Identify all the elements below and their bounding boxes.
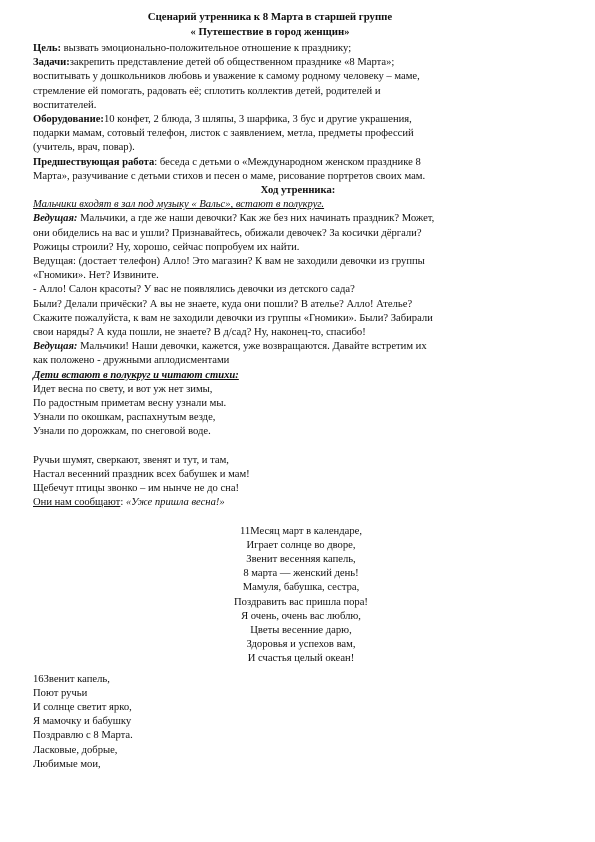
dialog-line: они обиделись на вас и ушли? Признавайтесь, обижали девочек? За косички дёргали? [33,227,422,239]
equipment-label: Оборудование: [33,114,104,126]
poem-line: И солнце светит ярко, [33,701,132,713]
poem-line: 16Звенит капель, [33,673,110,685]
poem-line: Они нам сообщают [33,497,121,509]
poem-quote: «Уже пришла весна!» [125,497,225,509]
poem-colon: : [120,497,126,509]
poem-3 [33,525,563,667]
goal-text: вызвать эмоционально-положительное отношение к празднику; [61,43,352,54]
poem-line: Я мамочку и бабушку [33,716,132,728]
tasks-line: воспитателей. [33,99,97,111]
host-label: Ведущая: [33,213,78,225]
poem-line: Щебечут птицы звонко – им нынче не до сна! [33,483,240,495]
prework-paragraph [33,156,563,184]
dialog-line: Скажите пожалуйста, к вам не заходили девочки из группы «Гномики». Были? Забирали [33,312,433,324]
poem-line: Настал весенний праздник всех бабушек и мам! [33,468,250,480]
course-heading: Ход утренника: [260,185,336,197]
document-body [33,42,563,772]
equipment-line: (учитель, врач, повар). [33,142,135,154]
host-label: Ведущая: [33,341,78,353]
host-line: Мальчики, а где же наши девочки? Как же без них начинать праздник? Может, [77,213,435,225]
poem-line: Поют ручьи [33,687,88,699]
dialog-line: Ведущая: (достает телефон) Алло! Это магазин? К вам не заходили девочки из группы [33,256,425,268]
tasks-line: стремление ей помогать, радовать её; сплотить коллектив детей, родителей и [33,85,381,97]
tasks-line: воспитывать у дошкольников любовь и уважение к самому родному человеку – маме, [33,71,420,83]
poem-line: Поздравлю с 8 Марта. [33,730,133,742]
dialog-line: Рожицы строили? Ну, хорошо, сейчас попробуем их найти. [33,241,300,253]
equipment-line: 10 конфет, 2 блюда, 3 шляпы, 3 шарфика, 3 бус и другие украшения, [103,114,412,126]
poem-line: Узнали по дорожкам, по снеговой воде. [33,426,211,438]
poem-line: Играет солнце во дворе, [246,539,356,551]
host-line: как положено - дружными аплодисментами [33,355,230,367]
tasks-paragraph [33,56,563,113]
poem-line: Цветы весенние дарю, [250,624,352,636]
dialog-line: - Алло! Салон красоты? У вас не появлялись девочки из детского сада? [33,284,355,296]
goal-paragraph [33,42,563,56]
poem-line: По радостным приметам весну узнали мы. [33,398,227,410]
host-line: Мальчики! Наши девочки, кажется, уже возвращаются. Давайте встретим их [77,341,427,353]
title-line-1: Сценарий утренника к 8 Марта в старшей группе [147,11,393,23]
tasks-label: Задачи: [33,57,70,69]
poem-line: Любимые мои, [33,758,101,770]
prework-label: Предшествующая работа [33,156,155,168]
poem-line: 11Месяц март в календаре, [240,525,362,537]
poem-line: Ручьи шумят, сверкают, звенят и тут, и там, [33,454,229,466]
host-speech-1 [33,212,563,340]
dialog-line: свои наряды? А куда пошли, не знаете? В д/сад? Ну, наконец-то, спасибо! [33,327,366,339]
poem-line: Я очень, очень вас люблю, [241,610,361,622]
prework-line: Марта», разучивание с детьми стихов и песен о маме, рисование портретов своих мам. [33,170,426,182]
poem-line: 8 марта — женский день! [243,568,359,580]
poem-line: Узнали по окошкам, распахнутым везде, [33,412,216,424]
document-title [84,10,456,39]
tasks-line: закрепить представление детей об общественном празднике «8 Марта»; [69,57,395,69]
equipment-line: подарки мамам, сотовый телефон, листок с заявлением, метла, предметы профессий [33,128,414,140]
poem-2 [33,454,563,511]
poem-line: Идет весна по свету, и вот уж нет зимы, [33,383,213,395]
title-line-2: « Путешествие в город женщин» [190,25,350,38]
girls-enter-direction: Дети встают в полукруг и читают стихи: [33,369,239,381]
prework-line: : беседа с детьми о «Международном женском празднике 8 [154,156,421,168]
poem-line: Ласковые, добрые, [33,744,118,756]
poem-line: Звенит весенняя капель, [246,553,356,565]
host-speech-2 [33,340,563,368]
poem-line: И счастья целый океан! [247,653,355,665]
poem-line: Поздравить вас пришла пора! [234,596,368,608]
equipment-paragraph [33,113,563,156]
poem-1 [33,383,563,440]
poem-line: Мамуля, бабушка, сестра, [242,582,360,594]
poem-4 [33,673,563,772]
goal-label: Цель: [33,43,62,54]
boys-enter-direction: Мальчики входят в зал под музыку « Вальс», встают в полукруг. [33,199,325,211]
dialog-line: Были? Делали причёски? А вы не знаете, куда они пошли? В ателье? Алло! Ателье? [33,298,413,310]
dialog-line: «Гномики». Нет? Извините. [33,270,159,282]
poem-line: Здоровья и успехов вам, [246,639,356,651]
